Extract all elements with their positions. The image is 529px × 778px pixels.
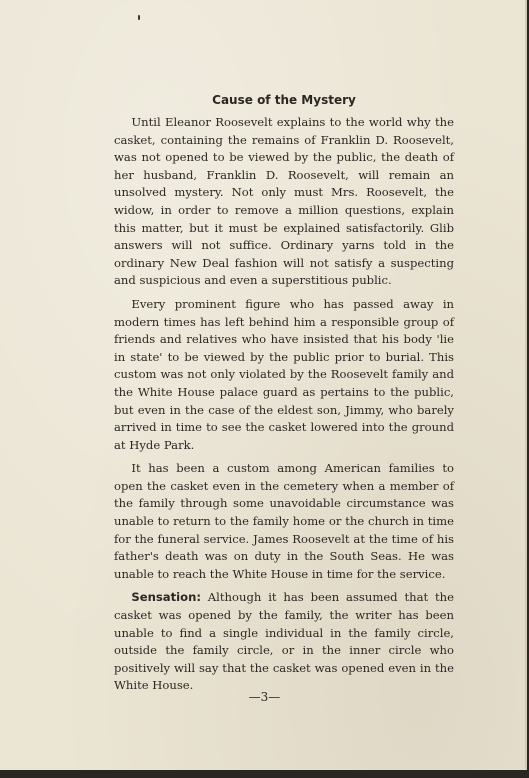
paragraph-2: Every prominent figure who has passed away in modern times has left behind him a responsible group of friends and relatives who have insisted that his body 'lie in state' to be viewed by the public prior to burial. This custom was not only violated by the Roosevelt family and the White House palace guard as pertains to the public, but even in the case of the eldest son, Jimmy, who barely arrived in time to see the casket lowered into the ground at Hyde Park. bbox=[114, 296, 454, 452]
paragraph-3: It has been a custom among American families to open the casket even in the cemetery when a member of the family through some unavoidable circumstance was unable to return to the family home or the church in time for the funeral service. James Roosevelt at the time of his father's death was on duty in the South Seas. He was unable to reach the White House in time for the service. bbox=[114, 461, 454, 581]
paragraph-1: Until Eleanor Roosevelt explains to the world why the casket, containing the remains of Franklin D. Roosevelt, was not opened to be viewed by the public, the death of her husband, Franklin D. Roosevelt, will remain an unsolved mystery. Not only must Mrs. Roosevelt, the widow, in order to remove a million questions, explain this matter, but it must be explained satisfactorily. Glib answers will not suffice. Ordinary yarns told in the ordinary New Deal fashion will not satisfy a suspecting and suspicious and even a superstitious public. bbox=[114, 115, 454, 288]
ink-speck bbox=[138, 15, 140, 20]
paragraph-4-text: Although it has been assumed that the casket was opened by the family, the writer has been unable to find a single individual in the family circle, outside the family circle, or in the inner circle who positively will say that the casket was opened even in the White House. bbox=[114, 590, 454, 693]
paragraph-lead: Sensation: bbox=[131, 590, 201, 605]
paragraph-4 bbox=[114, 589, 454, 695]
page-number: —3— bbox=[248, 690, 281, 704]
page-body bbox=[114, 86, 454, 701]
section-heading: Cause of the Mystery bbox=[212, 93, 356, 107]
